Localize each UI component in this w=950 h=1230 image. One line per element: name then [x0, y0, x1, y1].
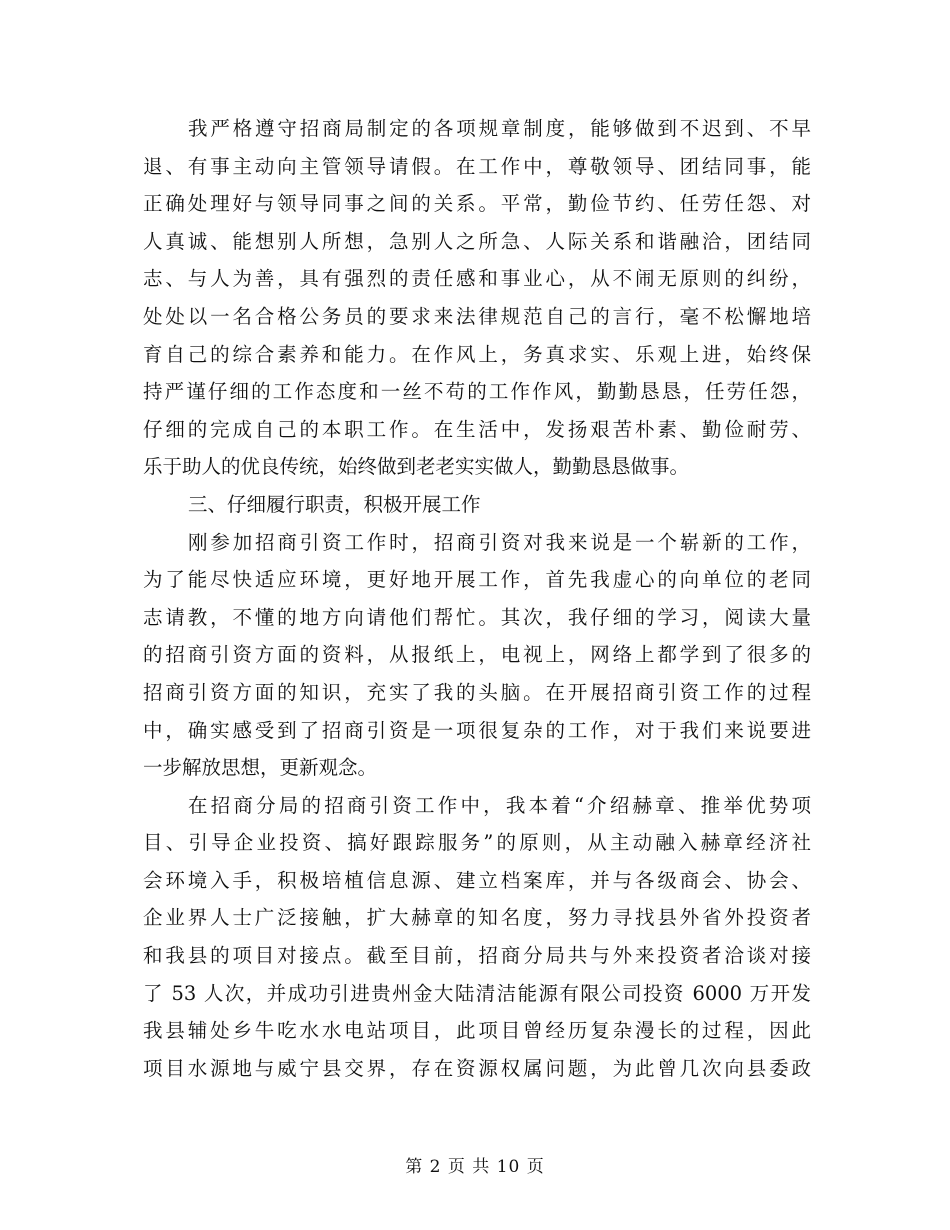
- text-line: 正确处理好与领导同事之间的关系。平常，勤俭节约、任劳任怨、对: [143, 192, 811, 216]
- text-line: 招商引资方面的知识，充实了我的头脑。在开展招商引资工作的过程: [143, 680, 811, 704]
- text-line: 我严格遵守招商局制定的各项规章制度，能够做到不迟到、不早: [188, 117, 811, 140]
- text-line: 乐于助人的优良传统，始终做到老老实实做人，勤勤恳恳做事。: [143, 455, 690, 479]
- text-line: 为了能尽快适应环境，更好地开展工作，首先我虚心的向单位的老同: [143, 568, 811, 592]
- body-text: [143, 110, 811, 1087]
- text-line: 在招商分局的招商引资工作中，我本着“介绍赫章、推举优势项: [188, 793, 811, 817]
- text-line: 育自己的综合素养和能力。在作风上，务真求实、乐观上进，始终保: [143, 342, 811, 366]
- text-line: 持严谨仔细的工作态度和一丝不苟的工作作风，勤勤恳恳，任劳任怨，: [143, 380, 811, 404]
- text-line: 三、仔细履行职责，积极开展工作: [188, 492, 481, 516]
- text-line: 中，确实感受到了招商引资是一项很复杂的工作，对于我们来说要进: [143, 718, 811, 742]
- text-line: 的招商引资方面的资料，从报纸上，电视上，网络上都学到了很多的: [143, 643, 811, 667]
- text-line: 了 53 人次，并成功引进贵州金大陆清洁能源有限公司投资 6000 万开发: [143, 981, 811, 1005]
- text-line: 目、引导企业投资、搞好跟踪服务”的原则，从主动融入赫章经济社: [143, 831, 811, 855]
- text-line: 处处以一名合格公务员的要求来法律规范自己的言行，毫不松懈地培: [143, 304, 811, 328]
- text-line: 和我县的项目对接点。截至目前，招商分局共与外来投资者洽谈对接: [143, 944, 811, 968]
- page-footer: 第 2 页 共 10 页: [405, 1157, 545, 1177]
- text-line: 仔细的完成自己的本职工作。在生活中，发扬艰苦朴素、勤俭耐劳、: [143, 417, 811, 441]
- text-line: 志请教，不懂的地方向请他们帮忙。其次，我仔细的学习，阅读大量: [143, 605, 811, 629]
- text-line: 刚参加招商引资工作时，招商引资对我来说是一个崭新的工作，: [188, 530, 811, 554]
- text-line: 会环境入手，积极培植信息源、建立档案库，并与各级商会、协会、: [143, 868, 811, 892]
- text-line: 项目水源地与威宁县交界，存在资源权属问题，为此曾几次向县委政: [143, 1056, 811, 1080]
- text-line: 人真诚、能想别人所想，急别人之所急、人际关系和谐融洽，团结同: [143, 229, 811, 253]
- text-line: 一步解放思想，更新观念。: [143, 756, 378, 780]
- text-line: 退、有事主动向主管领导请假。在工作中，尊敬领导、团结同事，能: [143, 154, 811, 178]
- text-line: 我县辅处乡牛吃水水电站项目，此项目曾经历复杂漫长的过程，因此: [143, 1019, 811, 1043]
- text-line: 志、与人为善，具有强烈的责任感和事业心，从不闹无原则的纠纷，: [143, 267, 811, 291]
- text-line: 企业界人士广泛接触，扩大赫章的知名度，努力寻找县外省外投资者: [143, 906, 811, 930]
